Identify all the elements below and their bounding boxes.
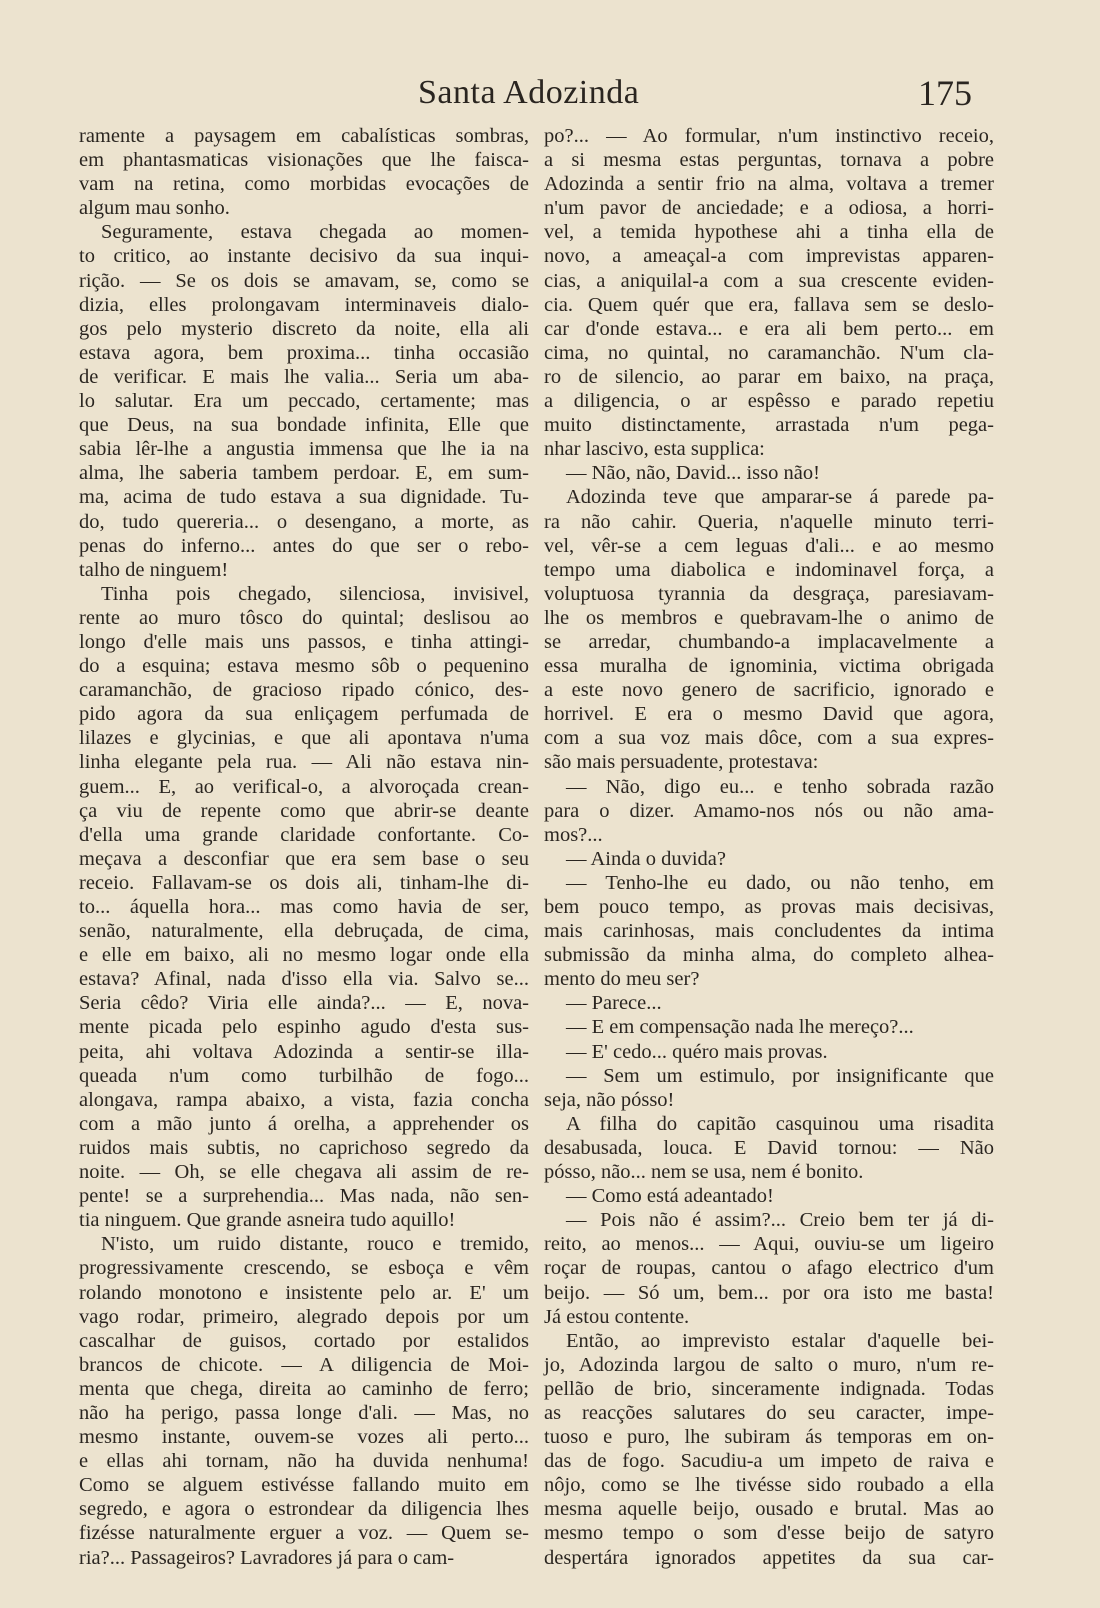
text-line: ra não cahir. Queria, n'aquelle minuto terri- [544, 510, 994, 533]
running-title: Santa Adozinda [418, 74, 640, 111]
text-line: estava agora, bem proxima... tinha occasião [79, 341, 529, 364]
text-line: caramanchão, de gracioso ripado cónico, des- [79, 679, 529, 702]
text-line: N'isto, um ruido distante, rouco e tremido, [101, 1233, 529, 1256]
text-line: rente ao muro tôsco do quintal; deslisou ao [79, 606, 529, 629]
text-line: estava? Afinal, nada d'isso ella via. Salvo se... [79, 968, 529, 991]
text-line: as reacções salutares do seu caracter, impe- [544, 1401, 994, 1424]
text-line: — E em compensação nada lhe mereço?... [566, 1016, 914, 1039]
text-line: alma, lhe saberia tambem perdoar. E, em sum- [79, 462, 529, 485]
text-line: queada n'um como turbilhão de fogo... [79, 1064, 529, 1087]
text-line: — E' cedo... quéro mais provas. [566, 1040, 828, 1063]
text-line: lo salutar. Era um peccado, certamente; mas [79, 390, 529, 413]
text-line: brancos de chicote. — A diligencia de Moi- [79, 1353, 529, 1376]
text-line: car d'onde estava... e era ali bem perto... em [544, 317, 994, 340]
text-line: ria?... Passageiros? Lavradores já para o cam- [79, 1546, 455, 1569]
text-line: em phantasmaticas visionações que lhe faisca- [79, 149, 529, 172]
text-line: com a mão junto á orelha, a apprehender os [79, 1112, 529, 1135]
text-line: pellão de brio, sinceramente indignada. Todas [544, 1377, 994, 1400]
text-line: po?... — Ao formular, n'um instinctivo receio, [544, 125, 994, 147]
right-column [544, 124, 994, 1570]
text-line: dizia, elles prolongavam interminaveis dialo- [79, 293, 529, 316]
text-line: reito, ao menos... — Aqui, ouviu-se um ligeiro [544, 1233, 994, 1256]
text-line: ro de silencio, ao parar em baixo, na praça, [544, 365, 994, 388]
text-line: d'ella uma grande claridade confortante. Co- [79, 823, 529, 846]
text-line: Então, ao imprevisto estalar d'aquelle bei- [566, 1329, 994, 1352]
text-line: Tinha pois chegado, silenciosa, invisivel, [101, 582, 529, 605]
text-line: essa muralha de ignominia, victima obrigada [544, 655, 994, 678]
text-line: noite. — Oh, se elle chegava ali assim de re- [79, 1161, 529, 1184]
text-line: mento do meu ser? [544, 968, 700, 991]
text-line: que Deus, na sua bondade infinita, Elle que [79, 414, 529, 437]
text-line: vam na retina, como morbidas evocações de [79, 173, 529, 196]
text-line: voluptuosa tyrannia da desgraça, paresiavam- [544, 582, 994, 605]
text-line: bem pouco tempo, as provas mais decisivas, [544, 896, 994, 918]
text-line: cias, a aniquilal-a com a sua crescente eviden- [544, 269, 994, 292]
text-line: novo, a ameaçal-a com imprevistas apparen- [544, 245, 994, 268]
text-line: seja, não pósso! [544, 1088, 675, 1111]
text-line: gos pelo mysterio discreto da noite, ella ali [79, 317, 529, 340]
text-line: — Não, não, David... isso não! [566, 462, 820, 485]
text-line: e ellas ahi tornam, não ha duvida nenhuma! [79, 1450, 529, 1473]
text-line: — Ainda o duvida? [566, 847, 726, 870]
text-line: to critico, ao instante decisivo da sua inqui- [79, 245, 529, 268]
text-line: pente! se a surprehendia... Mas nada, não sen- [79, 1185, 529, 1208]
text-line: ruidos mais subtis, no caprichoso segredo da [79, 1136, 529, 1159]
text-line: Adozinda teve que amparar-se á parede pa- [566, 486, 994, 509]
text-line: das de fogo. Sacudiu-a um impeto de raiva e [544, 1450, 994, 1473]
text-line: pido agora da sua enliçagem perfumada de [79, 703, 529, 726]
text-line: Seria cêdo? Viria elle ainda?... — E, nova- [79, 992, 529, 1015]
text-line: rição. — Se os dois se amavam, se, como se [79, 269, 529, 292]
text-line: mesma aquelle beijo, ousado e brutal. Mas ao [544, 1498, 994, 1521]
text-line: submissão da minha alma, do completo alhea- [544, 944, 994, 967]
text-line: cascalhar de guisos, cortado por estalidos [79, 1329, 529, 1352]
text-line: vago rodar, primeiro, alegrado depois por um [79, 1305, 529, 1328]
text-line: e elle em baixo, ali no mesmo logar onde ella [79, 944, 529, 967]
text-line: cia. Quem quér que era, fallava sem se deslo- [544, 293, 994, 316]
text-line: do, tudo quereria... o desengano, a morte, as [79, 510, 529, 533]
text-line: Seguramente, estava chegada ao momen- [101, 221, 529, 244]
text-line: fizésse naturalmente erguer a voz. — Quem se- [79, 1522, 529, 1545]
text-line: — Como está adeantado! [566, 1185, 774, 1208]
text-line: linha elegante pela rua. — Ali não estava nin- [79, 751, 529, 774]
text-line: vel, a temida hypothese ahi a tinha ella de [544, 221, 994, 244]
left-column [79, 124, 529, 1570]
text-line: tuoso e puro, lhe subiram ás temporas em on- [544, 1426, 994, 1449]
text-line: — Tenho-lhe eu dado, ou não tenho, em [566, 871, 994, 894]
text-line: ça viu de repente como que abrir-se deante [79, 799, 529, 822]
text-line: alongava, rampa abaixo, a vista, fazia concha [79, 1088, 529, 1111]
text-line: para o dizer. Amamo-nos nós ou não ama- [544, 799, 994, 822]
text-line: não ha perigo, passa longe d'ali. — Mas, no [79, 1401, 529, 1424]
text-line: progressivamente crescendo, se esboça e vêm [79, 1257, 529, 1280]
text-line: tempo uma diabolica e indominavel força, a [544, 558, 994, 581]
text-line: mos?... [544, 823, 603, 846]
text-line: Adozinda a sentir frio na alma, voltava a tremer [544, 173, 994, 196]
text-line: receio. Fallavam-se os dois ali, tinham-lhe di- [79, 871, 529, 894]
text-line: menta que chega, direita ao caminho de ferro; [79, 1377, 529, 1400]
text-line: Como se alguem estivésse fallando muito em [79, 1474, 529, 1497]
text-line: n'um pavor de anciedade; e a odiosa, a horri- [544, 197, 994, 220]
text-line: desabusada, louca. E David tornou: — Não [544, 1136, 994, 1159]
text-line: peita, ahi voltava Adozinda a sentir-se illa- [79, 1040, 529, 1063]
text-line: sabia lêr-lhe a angustia immensa que lhe ia na [79, 438, 529, 461]
text-line: se arredar, chumbando-a implacavelmente a [544, 630, 994, 653]
text-line: Já estou contente. [544, 1305, 690, 1328]
text-line: A filha do capitão casquinou uma risadita [566, 1112, 994, 1135]
text-line: segredo, e agora o estrondear da diligencia lhes [79, 1498, 529, 1521]
text-line: longo d'elle mais uns passos, e tinha attingi- [79, 630, 529, 653]
text-line: lhe os membros e quebravam-lhe o animo de [544, 606, 994, 629]
text-line: nôjo, como se lhe tivésse sido roubado a ella [544, 1474, 994, 1497]
text-line: lilazes e glycinias, e que ali apontava n'uma [79, 727, 529, 750]
text-line: ramente a paysagem em cabalísticas sombras, [79, 125, 529, 147]
text-line: rolando monotono e insistente pelo ar. E' um [79, 1281, 529, 1304]
text-line: — Parece... [566, 992, 662, 1015]
text-line: — Não, digo eu... e tenho sobrada razão [566, 775, 994, 798]
text-line: senão, naturalmente, ella debruçada, de cima, [79, 920, 529, 943]
text-line: do a esquina; estava mesmo sôb o pequenino [79, 655, 529, 678]
text-line: pósso, não... nem se usa, nem é bonito. [544, 1161, 864, 1184]
text-line: muito distinctamente, arrastada n'um pega- [544, 414, 994, 437]
text-line: talho de ninguem! [79, 558, 229, 581]
text-line: a este novo genero de sacrificio, ignorado e [544, 679, 994, 702]
text-line: mesmo tempo o som d'esse beijo de satyro [544, 1522, 994, 1545]
text-line: beijo. — Só um, bem... por ora isto me basta! [544, 1281, 994, 1304]
text-line: meçava a desconfiar que era sem base o seu [79, 847, 529, 870]
text-line: tia ninguem. Que grande asneira tudo aquillo! [79, 1209, 456, 1232]
text-line: nhar lascivo, esta supplica: [544, 438, 765, 461]
text-line: mente picada pelo espinho agudo d'esta sus- [79, 1016, 529, 1039]
text-line: — Pois não é assim?... Creio bem ter já di- [566, 1209, 994, 1232]
text-line: penas do inferno... antes do que ser o rebo- [79, 534, 529, 557]
text-line: ma, acima de tudo estava a sua dignidade. Tu- [79, 486, 529, 509]
text-line: de verificar. E mais lhe valia... Seria um aba- [79, 365, 529, 388]
page-number: 175 [918, 73, 972, 113]
text-line: jo, Adozinda largou de salto o muro, n'um re- [544, 1353, 994, 1376]
text-line: com a sua voz mais dôce, com a sua expres- [544, 727, 994, 750]
text-line: a diligencia, o ar espêsso e parado repetiu [544, 390, 994, 413]
text-line: guem... E, ao verifical-o, a alvoroçada crean- [79, 775, 529, 798]
text-line: horrivel. E era o mesmo David que agora, [544, 703, 994, 726]
text-line: a si mesma estas perguntas, tornava a pobre [544, 149, 994, 172]
text-line: vel, vêr-se a cem leguas d'ali... e ao mesmo [544, 534, 994, 557]
text-line: — Sem um estimulo, por insignificante que [566, 1064, 994, 1087]
text-line: cima, no quintal, no caramanchão. N'um cla- [544, 341, 994, 364]
text-line: algum mau sonho. [79, 197, 230, 220]
text-line: mais carinhosas, mais concludentes da intima [544, 920, 994, 943]
text-line: mesmo instante, ouvem-se vozes ali perto... [79, 1426, 529, 1449]
text-line: to... áquella hora... mas como havia de ser, [79, 896, 529, 918]
text-line: despertára ignorados appetites da sua car- [544, 1546, 994, 1569]
text-line: são mais persuadente, protestava: [544, 751, 819, 774]
text-line: roçar de roupas, cantou o afago electrico d'um [544, 1257, 994, 1280]
